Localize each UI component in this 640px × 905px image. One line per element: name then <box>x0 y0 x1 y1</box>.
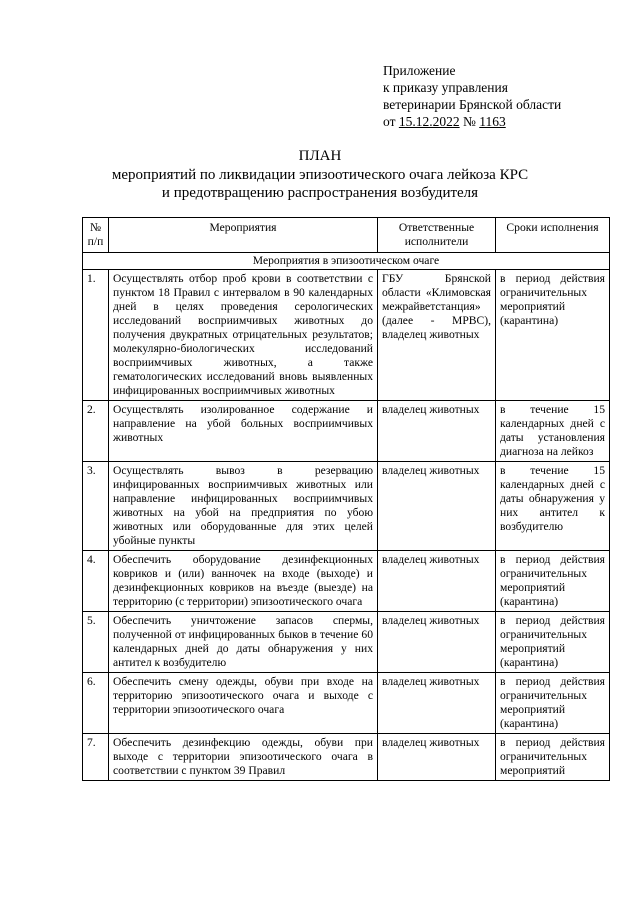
row-number: 3. <box>83 462 109 551</box>
section-row <box>83 253 610 270</box>
row-deadline: в период действия ограничительных мероприятий (карантина) <box>496 270 610 401</box>
row-deadline: в течение 15 календарных дней с даты установления диагноза на лейкоз <box>496 401 610 462</box>
row-deadline: в течение 15 календарных дней с даты обнаружения у них антител к возбудителю <box>496 462 610 551</box>
row-responsible: владелец животных <box>378 462 496 551</box>
row-responsible: владелец животных <box>378 673 496 734</box>
appendix-block <box>383 62 623 130</box>
header-responsible <box>378 218 496 253</box>
order-date: 15.12.2022 <box>398 114 460 129</box>
appendix-line-4 <box>383 113 623 130</box>
row-deadline: в период действия ограничительных мероприятий (карантина) <box>496 673 610 734</box>
row-measure: Осуществлять изолированное содержание и направление на убой больных восприимчивых животных <box>109 401 378 462</box>
document-title: ПЛАН <box>298 148 342 164</box>
row-number: 2. <box>83 401 109 462</box>
row-responsible: владелец животных <box>378 401 496 462</box>
table-row <box>83 673 610 734</box>
table-row <box>83 401 610 462</box>
row-number: 6. <box>83 673 109 734</box>
row-measure: Осуществлять вывоз в резервацию инфицированных восприимчивых животных или направление инфицированных восприимчивых животных на убой на предприятия по убою животных или оборудованные для этих целей убойные пункты <box>109 462 378 551</box>
document-subtitle <box>0 166 640 202</box>
header-deadline: Сроки исполнения <box>496 218 610 253</box>
appendix-line-3: ветеринарии Брянской области <box>383 97 562 112</box>
table-row <box>83 462 610 551</box>
row-responsible: владелец животных <box>378 612 496 673</box>
section-title: Мероприятия в эпизоотическом очаге <box>83 253 610 270</box>
table-row <box>83 734 610 781</box>
row-number: 5. <box>83 612 109 673</box>
row-number: 4. <box>83 551 109 612</box>
header-num <box>83 218 109 253</box>
row-deadline: в период действия ограничительных мероприятий (карантина) <box>496 551 610 612</box>
appendix-line-2: к приказу управления <box>383 80 508 95</box>
header-responsible-line-2: исполнители <box>404 235 469 248</box>
appendix-from: от <box>383 114 396 129</box>
subtitle-line-1: мероприятий по ликвидации эпизоотического очага лейкоза КРС <box>111 167 529 183</box>
row-deadline: в период действия ограничительных мероприятий (карантина) <box>496 612 610 673</box>
header-num-line-1: № <box>89 221 102 234</box>
row-deadline: в период действия ограничительных мероприятий <box>496 734 610 781</box>
header-responsible-line-1: Ответственные <box>398 221 475 234</box>
table-header-row <box>83 218 610 253</box>
row-responsible: ГБУ Брянской области «Климовская межрайветстанция» (далее - МРВС), владелец животных <box>378 270 496 401</box>
table-row <box>83 551 610 612</box>
row-number: 7. <box>83 734 109 781</box>
table-row <box>83 270 610 401</box>
table-row <box>83 612 610 673</box>
number-sign: № <box>462 114 476 129</box>
row-measure: Обеспечить смену одежды, обуви при входе на территорию эпизоотического очага и выходе с территории эпизоотического очага <box>109 673 378 734</box>
appendix-line-1: Приложение <box>383 63 456 78</box>
row-measure: Обеспечить уничтожение запасов спермы, полученной от инфицированных быков в течение 60 календарных дней до даты обнаружения у них антител к возбудителю <box>109 612 378 673</box>
row-measure: Осуществлять отбор проб крови в соответствии с пунктом 18 Правил с интервалом в 90 календарных дней в целях проведения серологических исследований восприимчивых животных до получения двукратных отрицательных результатов; молекулярно-биологических исследований восприимчивых животных, а также гематологических исследований вновь выявленных инфицированных восприимчивых животных <box>109 270 378 401</box>
row-measure: Обеспечить оборудование дезинфекционных ковриков и (или) ванночек на входе (выходе) и дезинфекционных ковриков на въезде (выезде) на территорию (с территории) эпизоотического очага <box>109 551 378 612</box>
subtitle-line-2: и предотвращению распространения возбудителя <box>161 185 479 201</box>
order-number: 1163 <box>479 114 506 129</box>
header-measures: Мероприятия <box>109 218 378 253</box>
row-responsible: владелец животных <box>378 551 496 612</box>
header-num-line-2: п/п <box>87 235 104 248</box>
plan-table <box>82 217 610 781</box>
row-number: 1. <box>83 270 109 401</box>
row-responsible: владелец животных <box>378 734 496 781</box>
row-measure: Обеспечить дезинфекцию одежды, обуви при выходе с территории эпизоотического очага в соответствии с пунктом 39 Правил <box>109 734 378 781</box>
